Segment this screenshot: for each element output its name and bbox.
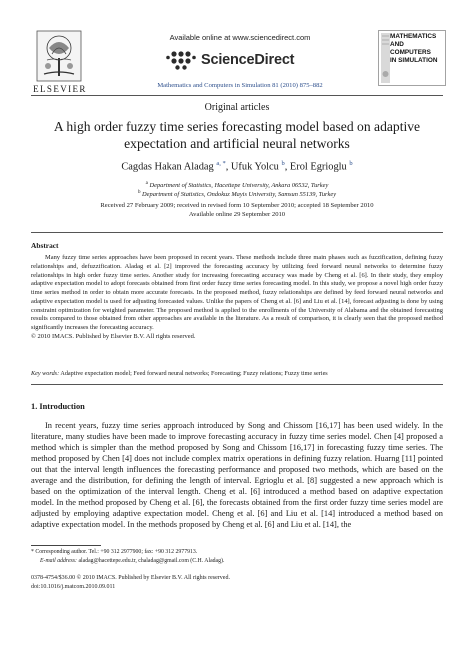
author-name: Erol Egrioglu [289, 161, 347, 173]
publisher-wordmark: ELSEVIER [33, 84, 87, 94]
author-affiliation-marker[interactable]: a, * [216, 160, 226, 167]
article-type: Original articles [204, 102, 270, 113]
affiliation-marker: b [137, 190, 141, 195]
elsevier-tree-logo [36, 30, 82, 82]
keywords-list: Adaptive expectation model; Feed forward neural networks; Forecasting; Fuzzy relations; Fuzzy time series [60, 370, 328, 377]
abstract-body [31, 254, 443, 342]
section-heading-introduction: 1. Introduction [31, 402, 85, 411]
header-divider [31, 95, 443, 96]
journal-reference-link[interactable]: Mathematics and Computers in Simulation 81 (2010) 875–882 [157, 82, 323, 89]
introduction-paragraph: In recent years, fuzzy time series approach introduced by Song and Chissom [16,17] has been used widely. In the literature, many studies have been made to improve forecasting accuracy in fuzzy time series model. Chen [4] proposed a method which is simpler than the method proposed by Song and Chissom [16,17] in forecasting fuzzy time series. The method proposed by Chen [4] does not include complex matrix operations in defining fuzzy relation. Huarng [11] pointed out that the interval length influences the forecasting performance and proposed two methods, which are based on the average and the distribution, for defining the length of interval. Egrioglu et al. [8] suggested a new approach which is based on the optimization of the interval length. Cheng et al. [6] introduced a method based on adaptive expectation model. In the method proposed by Cheng et al. [6], the forecasts obtained from the first order fuzzy time series model are adjusted by employing adaptive expectation model. Cheng et al. [6] and Liu et al. [14] introduced a method based on adaptive expectation model. In the methods proposed by Cheng et al. [6] and Liu et al. [14], the [31, 421, 443, 530]
journal-cover-line-3: COMPUTERS [390, 49, 431, 56]
corresponding-author-note: * Corresponding author. Tel.: +90 312 2977900; fax: +90 312 2977913. [31, 549, 198, 555]
available-online-text[interactable]: Available online at www.sciencedirect.com [169, 33, 311, 42]
affiliation-marker: a [145, 181, 148, 186]
abstract-copyright: © 2010 IMACS. Published by Elsevier B.V. All rights reserved. [31, 332, 196, 340]
email-address[interactable]: aladag@hacettepe.edu.tr, chaladag@gmail.com (C.H. Aladag). [78, 558, 225, 564]
sciencedirect-wordmark: ScienceDirect [201, 52, 295, 68]
journal-cover-line-2: AND [390, 41, 404, 48]
author-name: Cagdas Hakan Aladag [121, 161, 214, 173]
abstract-heading: Abstract [31, 241, 59, 250]
affiliation-text: Department of Statistics, Ondokuz Mayis University, Samsun 55139, Turkey [142, 191, 337, 199]
doi-link[interactable]: doi:10.1016/j.matcom.2010.09.011 [31, 584, 116, 590]
journal-cover-line-4: IN SIMULATION [390, 57, 438, 64]
author-affiliation-marker[interactable]: b [281, 160, 285, 167]
author-list: Cagdas Hakan Aladag $^{a, *}$, Ufuk Yolcu $^b$, Erol Egrioglu $^b$ [121, 160, 353, 173]
author-name: Ufuk Yolcu [230, 161, 279, 173]
available-online-date: Available online 29 September 2010 [188, 211, 286, 218]
affiliation-text: Department of Statistics, Hacettepe University, Ankara 06532, Turkey [149, 182, 329, 190]
keywords [31, 370, 443, 377]
abstract-bottom-divider [31, 384, 443, 385]
affiliation [0, 190, 474, 198]
footnote-divider [31, 545, 101, 546]
email-label: E-mail address: [40, 558, 77, 564]
abstract-text: Many fuzzy time series approaches have been proposed in recent years. These methods include three main phases such as fuzzification, defining fuzzy relationships and, defuzzification. Aladag et al. [2] improved the forecasting accuracy by utilizing feed forward neural networks to determine fuzzy relationships in high order fuzzy time series. Another study for increasing forecasting accuracy was made by Cheng et al. [6]. In their study, they employ adaptive expectation model to adopt forecasts obtained from first order fuzzy time series forecasting model. In this study, we propose a novel high order fuzzy time series method in order to obtain more accurate forecasts. In the proposed method, fuzzy relationships are defined by feed forward neural networks and adaptive expectation model is used for adjusting forecasted values. Unlike the papers of Cheng et al. [6] and Liu et al. [14], forecast adjusting is done by using constraint optimization for weighted parameter. The proposed method is applied to the enrollments of the University of Alabama and the obtained forecasting results compared to those obtained from other approaches are available in the literature. As a result of comparison, it is clearly seen that the proposed method significantly increases the forecasting accuracy. [31, 254, 443, 331]
affiliation [0, 181, 474, 189]
received-dates: Received 27 February 2009; received in revised form 10 September 2010; accepted 18 September 2010 [100, 202, 374, 209]
keywords-label: Key words: [31, 370, 60, 377]
email-note [40, 558, 224, 564]
author-affiliation-marker[interactable]: b [349, 160, 353, 167]
issn-copyright-line: 0378-4754/$36.00 © 2010 IMACS. Published by Elsevier B.V. All rights reserved. [31, 575, 230, 581]
journal-cover-line-1: MATHEMATICS [390, 33, 437, 40]
abstract-top-divider [31, 232, 443, 233]
article-title: A high order fuzzy time series forecasting model based on adaptive expectation and artificial neural networks [53, 119, 421, 151]
